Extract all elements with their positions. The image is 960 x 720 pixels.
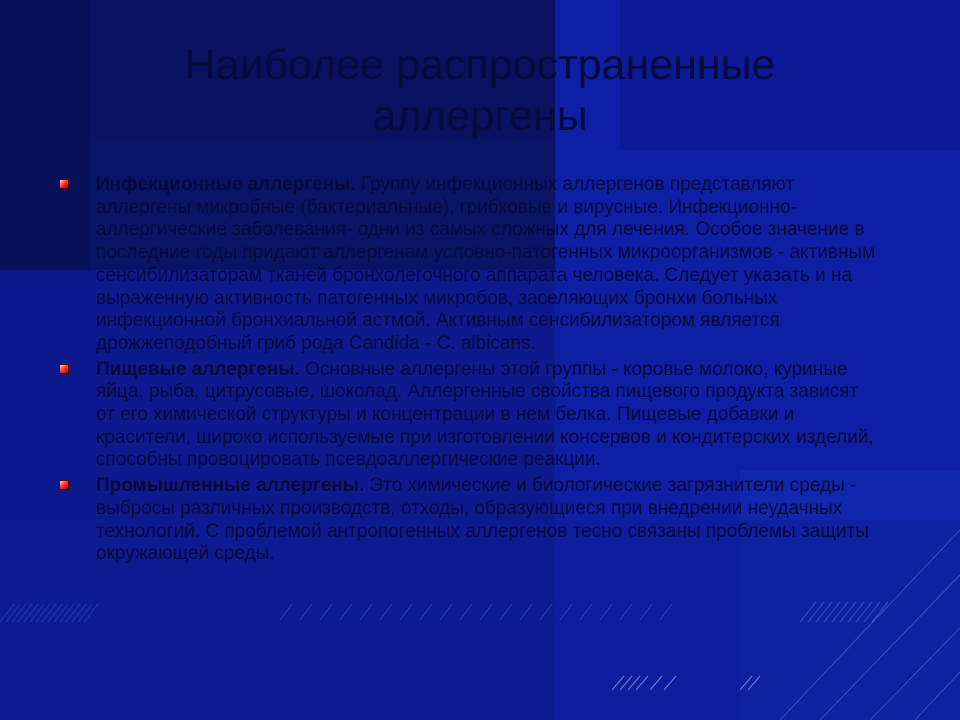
hatch-band-left xyxy=(0,604,98,622)
bullet-list xyxy=(58,174,878,569)
list-item-body: Группу инфекционных аллергенов представляют аллергены микробные (бактериальные), грибковые и вирусные. Инфекционно-аллергические заболевания- одни из самых сложных для лечения. Особое значение в последние годы придают аллергенам условно-патогенных микроорганизмов - активным сенсибилизаторам тканей бронхолегочного аппарата человека. Следует указать и на выраженную активность патогенных микробов, заселяющих бронхи больных инфекционной бронхиальной астмой. Активным сенсибилизатором является дрожжеподобный гриб рода Candida - C. albicans. xyxy=(96,174,876,354)
bullet-icon xyxy=(59,364,69,374)
bullet-icon xyxy=(59,480,69,490)
list-item xyxy=(58,475,878,566)
list-item-term: Инфекционные аллергены. xyxy=(96,174,356,195)
hatch-band-middle xyxy=(280,604,672,620)
hatch-band-bottom xyxy=(612,676,760,690)
bullet-icon xyxy=(59,179,69,189)
list-item-text xyxy=(96,475,878,566)
list-item-text xyxy=(96,174,878,356)
hatch-band-right xyxy=(800,602,888,622)
list-item xyxy=(58,359,878,473)
list-item-term: Пищевые аллергены. xyxy=(96,358,300,380)
list-item xyxy=(58,174,878,356)
slide-title: Наиболее распространенные аллергены xyxy=(184,41,776,140)
list-item-term: Промышленные аллергены. xyxy=(96,475,365,497)
list-item-body: Основные аллергены этой группы - коровье молоко, куриные яйца, рыба, цитрусовые, шоколад. Аллергенные свойства пищевого продукта зависят от его химической структуры и концентрации в нем белка. Пищевые добавки и красители, широко используемые при изготовлении консервов и кондитерских изделий, способны провоцировать псевдоаллергические реакции. xyxy=(96,358,874,471)
list-item-text xyxy=(96,359,878,473)
list-item-body: Это химические и биологические загрязнители среды - выбросы различных производств, отходы, образующиеся при внедрении неудачных технологий. С проблемой антропогенных аллергенов тесно связаны проблемы защиты окружающей среды. xyxy=(96,475,869,565)
